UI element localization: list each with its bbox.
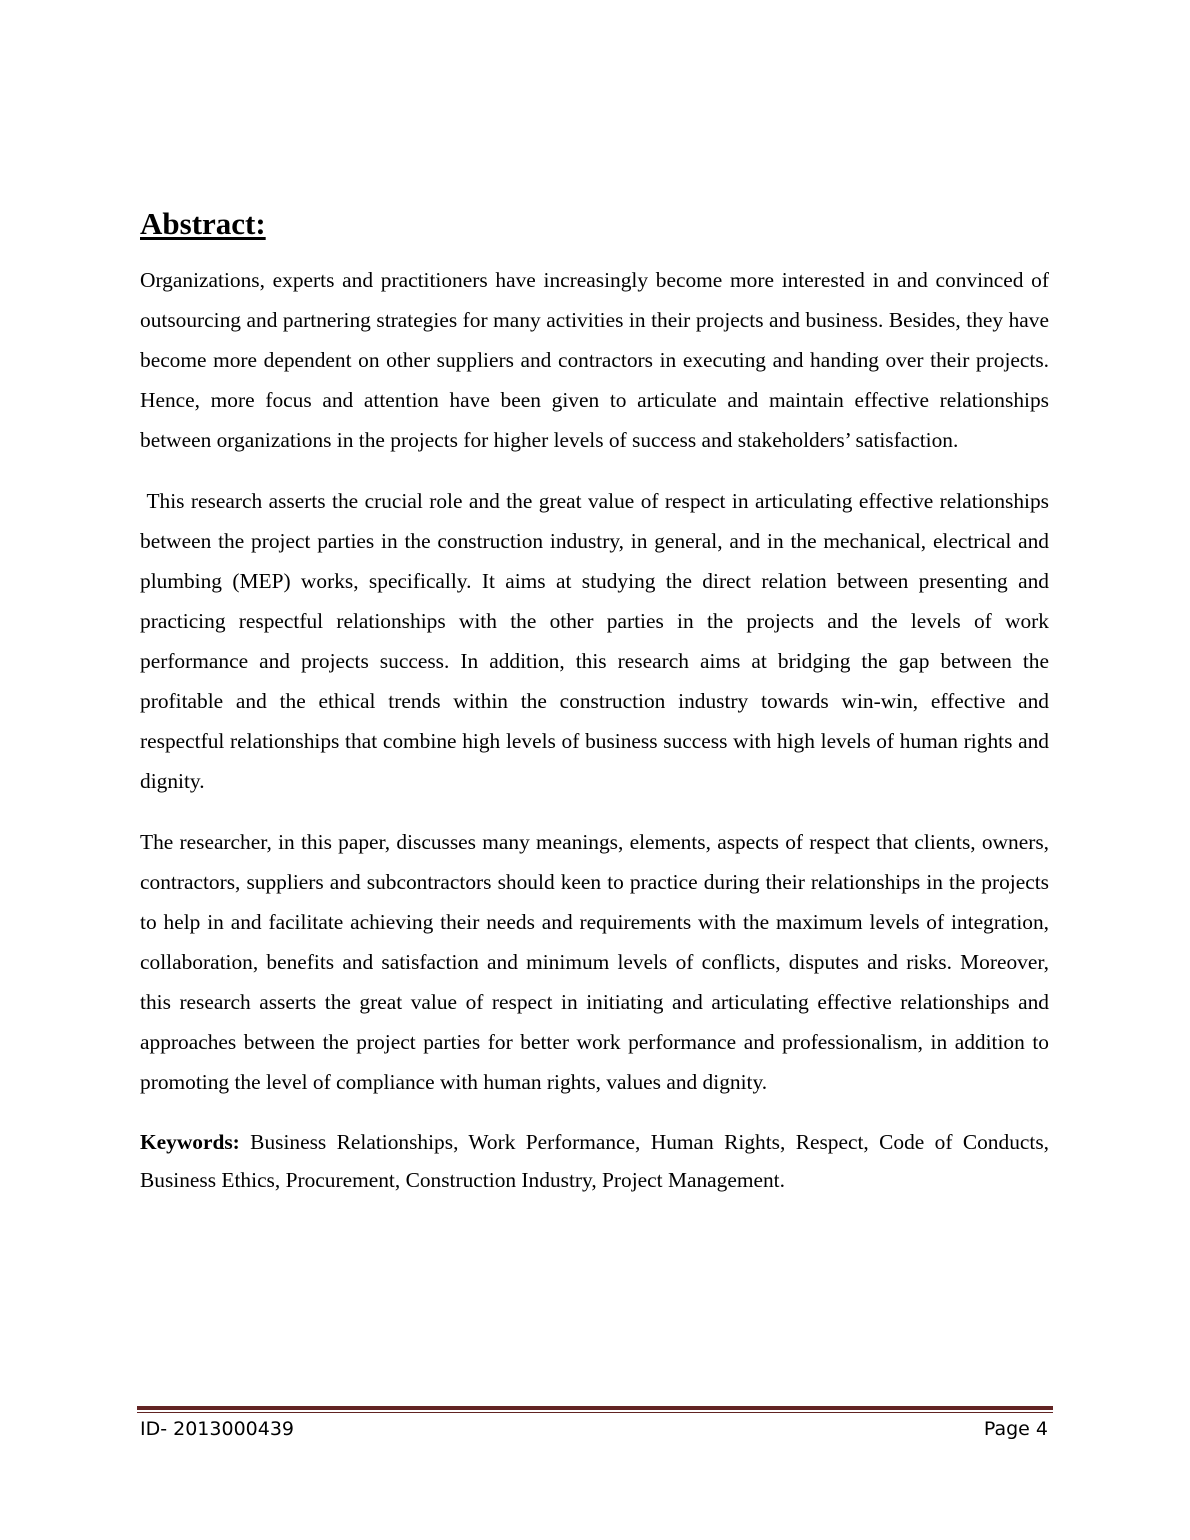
abstract-paragraph-1: Organizations, experts and practitioners have increasingly become more interested in and convinced of outsourcing and partnering strategies for many activities in their projects and business. Besides, they have become more dependent on other suppliers and contractors in executing and handing over their projects. Hence, more focus and attention have been given to articulate and maintain effective relationships between organizations in the projects for higher levels of success and stakeholders’ satisfaction. [140,268,1049,452]
keywords-text: Business Relationships, Work Performance, Human Rights, Respect, Code of Conducts, Business Ethics, Procurement, Construction Industry, Project Management. [140,1130,1049,1192]
page-footer [140,1414,1048,1444]
abstract-paragraph-2: This research asserts the crucial role and the great value of respect in articulating effective relationships between the project parties in the construction industry, in general, and in the mechanical, electrical and plumbing (MEP) works, specifically. It aims at studying the direct relation between presenting and practicing respectful relationships with the other parties in the projects and the levels of work performance and projects success. In addition, this research aims at bridging the gap between the profitable and the ethical trends within the construction industry towards win-win, effective and respectful relationships that combine high levels of business success with high levels of human rights and dignity. [140,489,1055,793]
keywords-paragraph [140,1123,1049,1199]
abstract-heading: Abstract: [140,206,266,241]
footer-rule-thin [137,1412,1053,1413]
footer-page-number: Page 4 [983,1418,1048,1440]
keywords-label: Keywords: [140,1130,240,1154]
abstract-section [140,200,1055,1220]
footer-rule-thick [137,1406,1053,1410]
abstract-paragraph-3: The researcher, in this paper, discusses many meanings, elements, aspects of respect that clients, owners, contractors, suppliers and subcontractors should keen to practice during their relationships in the projects to help in and facilitate achieving their needs and requirements with the maximum levels of integration, collaboration, benefits and satisfaction and minimum levels of conflicts, disputes and risks. Moreover, this research asserts the great value of respect in initiating and articulating effective relationships and approaches between the project parties for better work performance and professionalism, in addition to promoting the level of compliance with human rights, values and dignity. [140,830,1049,1094]
footer-student-id: ID- 2013000439 [140,1418,295,1440]
